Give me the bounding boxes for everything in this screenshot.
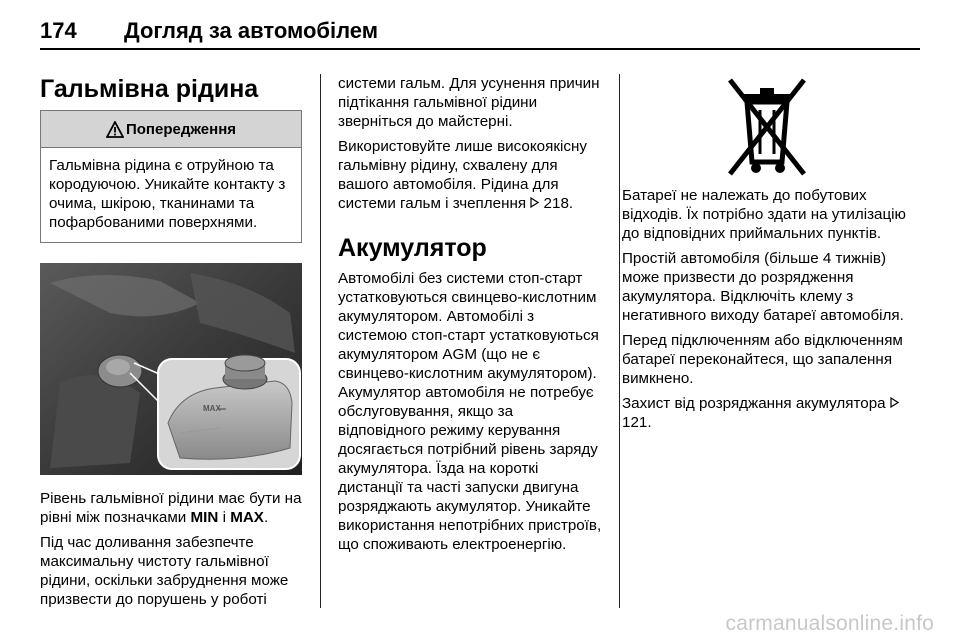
disposal-text: Батареї не належать до побутових відходів. Їх потрібно здати на утилізацію до відповідних приймальних пунктів. (622, 187, 906, 242)
reconnect-text: Перед підключенням або відключенням батареї переконайтеся, що запалення вимкнено. (622, 332, 903, 387)
page-reference[interactable]: 218 (543, 195, 569, 212)
column-2 (338, 74, 602, 560)
chapter-title: Догляд за автомобілем (124, 18, 379, 43)
min-label: MIN (190, 509, 219, 526)
page-number: 174 (40, 18, 77, 43)
leak-text: системи гальм. Для усунення причин підтікання гальмівної рідини зверніться до майстерні. (338, 75, 600, 130)
warning-triangle-icon (106, 121, 124, 138)
max-mark-label: MAX (203, 404, 221, 413)
page-reference-icon (890, 397, 899, 408)
section-title-brake-fluid: Гальмівна рідина (40, 75, 259, 103)
max-label: MAX (230, 509, 264, 526)
watermark: carmanualsonline.info (725, 612, 934, 635)
column-divider (320, 74, 321, 608)
warning-box (40, 110, 302, 243)
section-title-battery: Акумулятор (338, 234, 487, 262)
warning-text: Гальмівна рідина є отруйною та кородуючою. Уникайте контакту з очима, шкірою, тканинами та пофарбованими поверхнями. (49, 157, 286, 231)
page-reference[interactable]: 121 (622, 414, 648, 431)
column-1 (40, 74, 302, 615)
page-reference-icon (530, 197, 539, 208)
idle-text: Простій автомобіля (більше 4 тижнів) може призвести до розрядження акумулятора. Відключіть клему з негативного виходу батареї автомобіля. (622, 250, 904, 324)
brake-reservoir-photo (40, 263, 302, 475)
fluid-level-text: Рівень гальмівної рідини має бути на рівні між позначками MIN і MAX. (40, 490, 302, 526)
fluid-use-text: Використовуйте лише високоякісну гальмівну рідину, схвалену для вашого автомобіля. Рідина для системи гальм і зчеплення 218. (338, 138, 587, 212)
protection-text: Захист від розряджання акумулятора 121. (622, 394, 912, 432)
topup-text: Під час доливання забезпечте максимальну чистоту гальмівної рідини, оскільки забруднення може призвести до порушень у роботі (40, 534, 289, 608)
warning-header (41, 111, 301, 148)
page-header (40, 14, 920, 50)
warning-title: Попередження (125, 120, 237, 138)
battery-description: Автомобілі без системи стоп-старт устатковуються свинцево-кислотним акумулятором. Автомобілі з системою стоп-старт устатковуються акумулятором AGM (що не є свинцево-кислотним акумулятором). Акумулятор автомобіля не потребує обслуговування, якщо за відповідного режиму керування досягається потрібний рівень заряду акумулятора. Їзда на короткі дистанції та часті запуски двигуна розряджають акумулятор. Уникайте використання непотрібних пристроїв, що споживають електроенергію. (338, 270, 602, 553)
column-divider (619, 74, 620, 608)
crossed-out-bin-icon (722, 74, 812, 178)
column-3 (622, 74, 912, 438)
